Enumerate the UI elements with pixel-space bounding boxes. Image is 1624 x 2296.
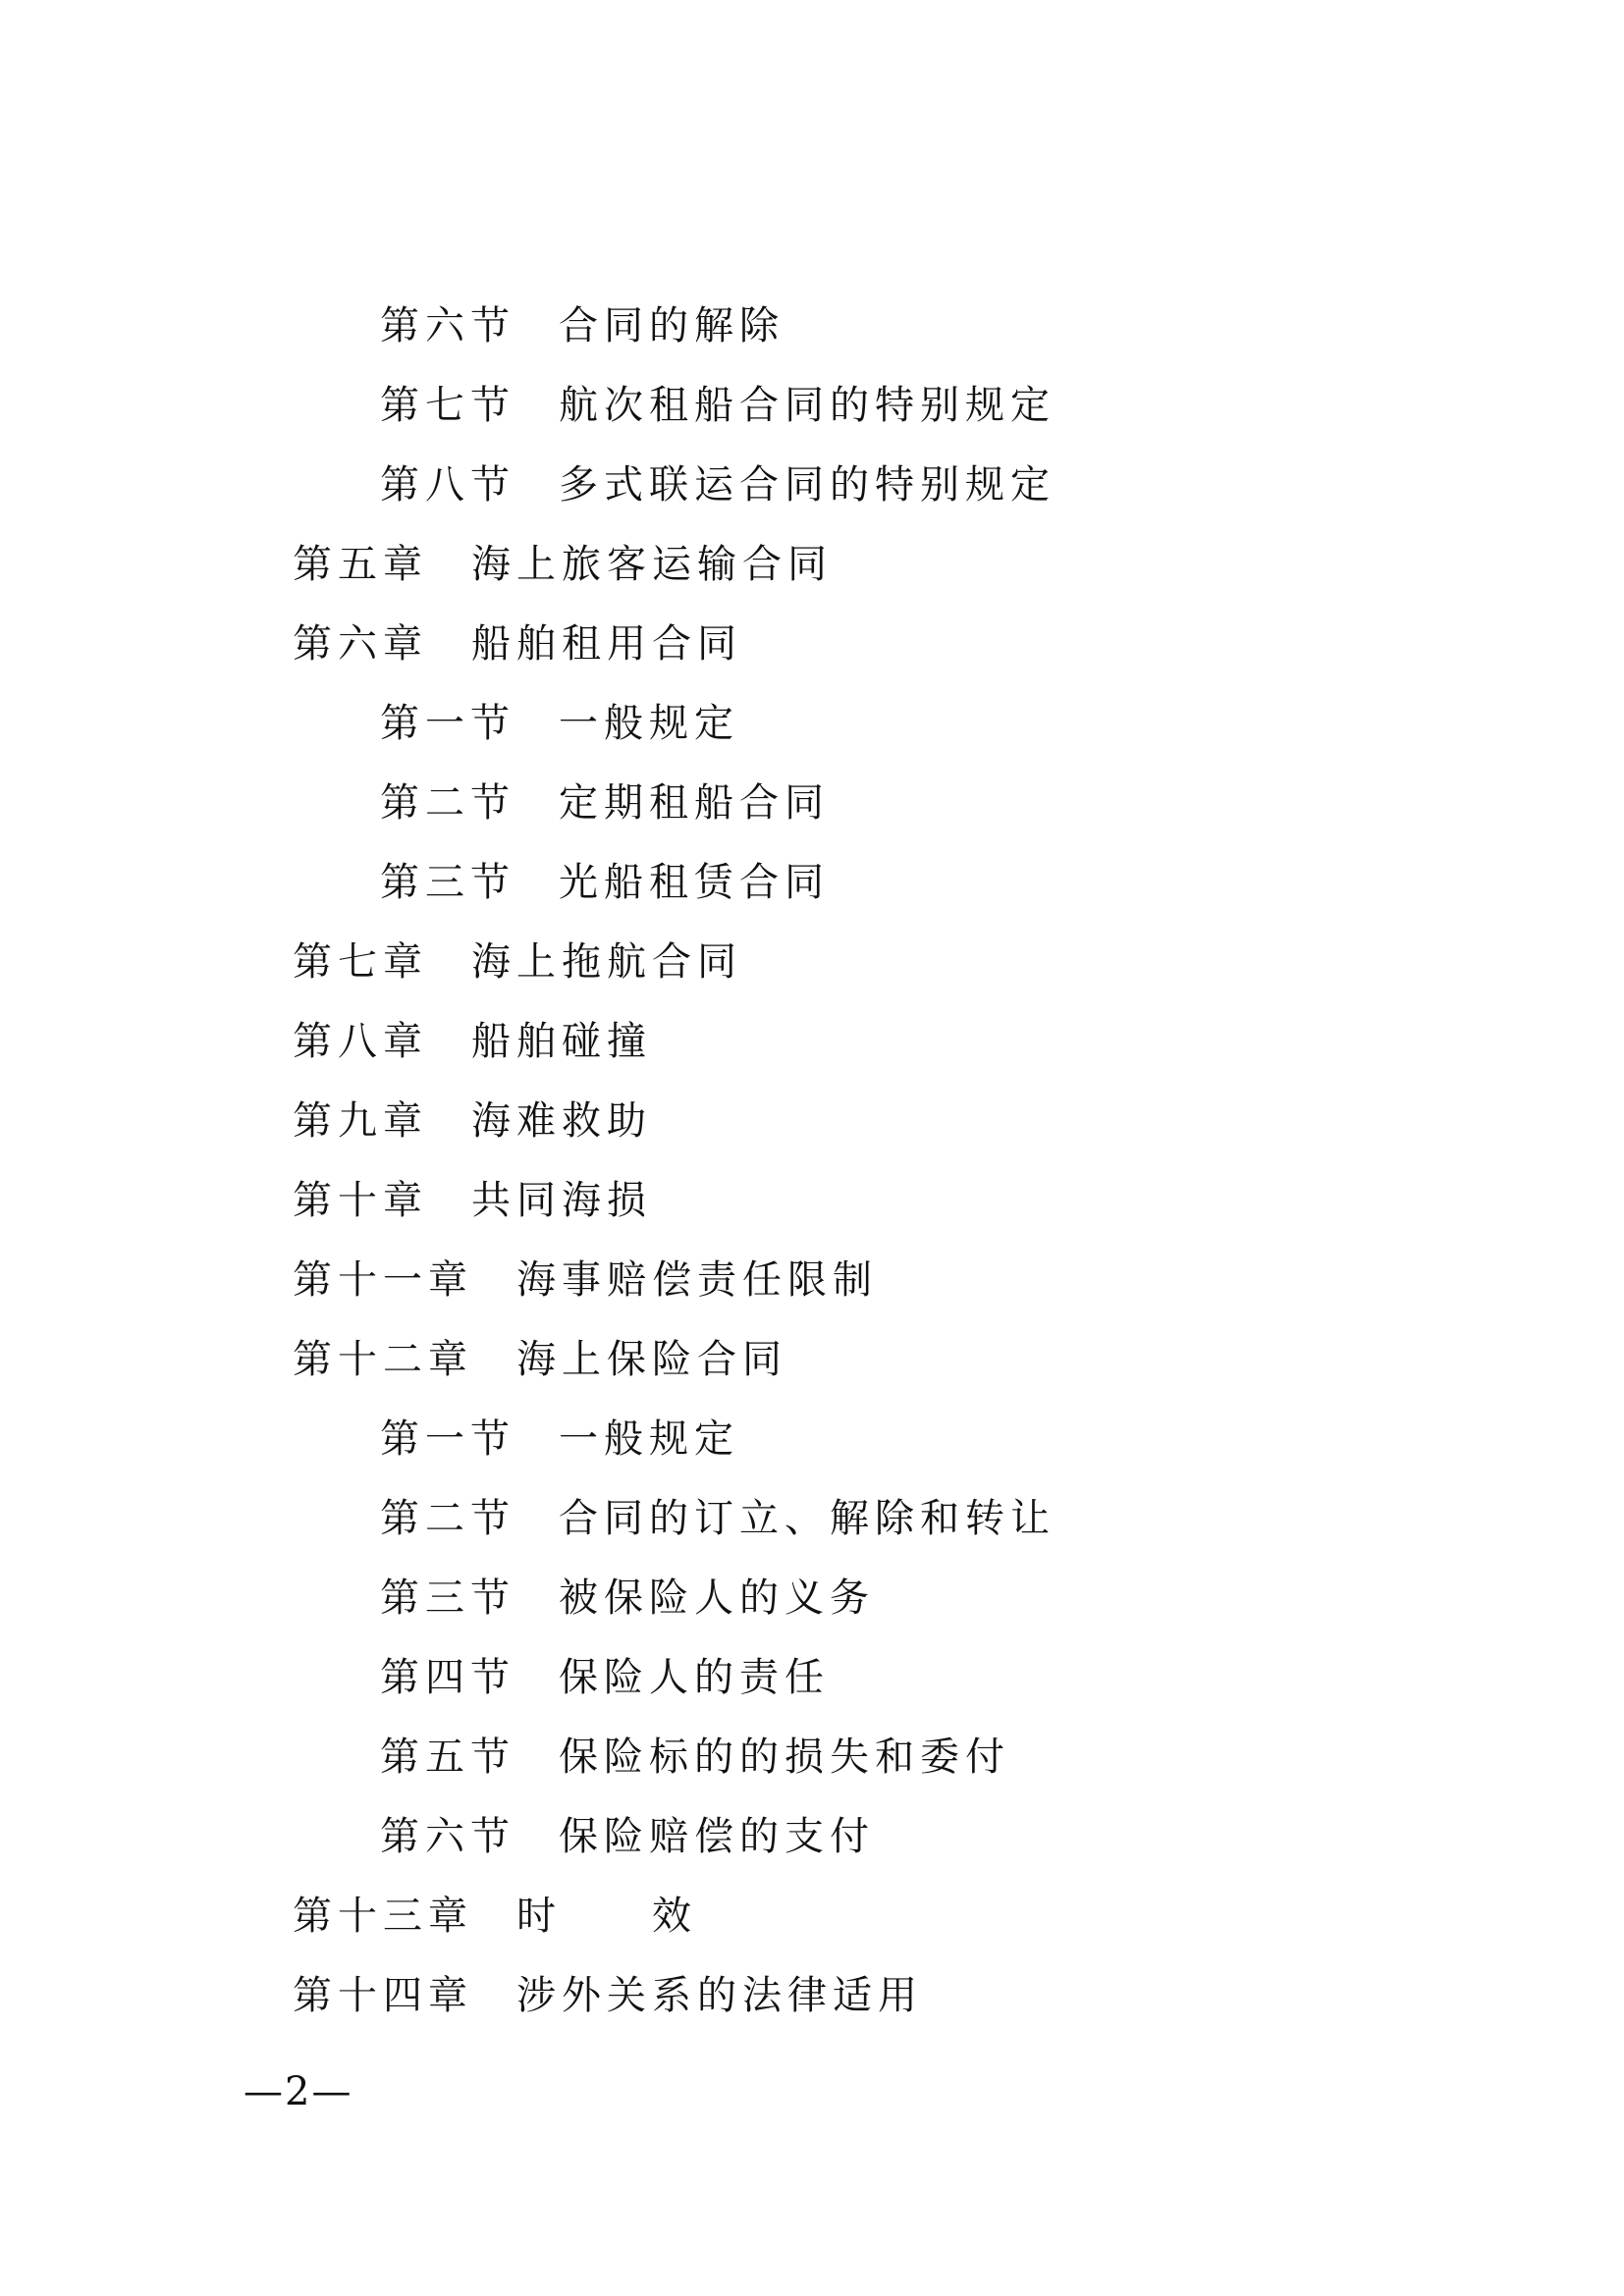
toc-entry [293,1012,652,1071]
toc-entry-title: 一般规定 [559,701,739,746]
toc-entry [380,1489,1056,1548]
toc-entry-title: 多式联运合同的特别规定 [559,462,1056,507]
toc-entry-number: 第一节 [380,1416,515,1462]
page-number: —2— [244,2069,353,2114]
toc-entry [293,1092,652,1150]
toc-entry-title: 保险赔偿的支付 [559,1814,875,1859]
toc-entry-title: 海事赔偿责任限制 [516,1257,878,1303]
toc-entry-title: 一般规定 [559,1416,739,1462]
toc-entry-number: 第七章 [293,939,428,985]
toc-entry-title: 保险人的责任 [559,1655,830,1700]
toc-entry-title: 保险标的的损失和委付 [559,1735,1010,1780]
toc-entry-title: 航次租船合同的特别规定 [559,383,1056,428]
toc-entry-number: 第十二章 [293,1337,473,1382]
toc-entry [293,535,833,594]
toc-entry-number: 第七节 [380,383,515,428]
toc-entry-title: 光船租赁合同 [559,860,830,905]
toc-entry-title: 船舶租用合同 [471,621,742,667]
toc-entry-number: 第九章 [293,1098,428,1144]
toc-entry-number: 第六章 [293,621,428,667]
toc-entry [380,694,739,753]
toc-entry-number: 第六节 [380,1814,515,1859]
toc-entry [293,1887,697,1946]
toc-entry-number: 第六节 [380,303,515,348]
toc-entry-title: 海上旅客运输合同 [471,542,833,587]
toc-entry [380,376,1056,435]
toc-entry-number: 第三节 [380,860,515,905]
toc-entry [293,614,742,673]
toc-entry-title: 合同的订立、解除和转让 [559,1496,1056,1541]
toc-entry-title: 合同的解除 [559,303,785,348]
toc-entry-number: 第十一章 [293,1257,473,1303]
toc-entry-number: 第四节 [380,1655,515,1700]
toc-entry [293,933,742,991]
toc-entry-title: 涉外关系的法律适用 [516,1973,923,2018]
toc-entry-number: 第二节 [380,780,515,826]
toc-entry-number: 第二节 [380,1496,515,1541]
toc-entry-number: 第一节 [380,701,515,746]
toc-entry [380,455,1056,514]
toc-entry [380,1569,875,1628]
toc-entry [380,1807,875,1866]
toc-entry-number: 第五章 [293,542,428,587]
toc-entry-title: 船舶碰撞 [471,1019,652,1064]
toc-entry-number: 第十章 [293,1178,428,1223]
toc-entry [380,774,830,832]
toc-entry-title: 被保险人的义务 [559,1575,875,1621]
toc-entry-title: 共同海损 [471,1178,652,1223]
toc-entry-title: 海难救助 [471,1098,652,1144]
toc-entry [293,1171,652,1230]
toc-entry [293,1330,787,1389]
toc-entry [293,1966,923,2025]
toc-entry [380,296,785,355]
toc-entry-number: 第十三章 [293,1894,473,1939]
toc-entry-title: 时 效 [516,1894,697,1939]
toc-entry [380,853,830,912]
toc-entry-number: 第三节 [380,1575,515,1621]
toc-entry-title: 定期租船合同 [559,780,830,826]
toc-entry [380,1648,830,1707]
toc-entry-number: 第八节 [380,462,515,507]
toc-entry-title: 海上保险合同 [516,1337,787,1382]
toc-entry-number: 第八章 [293,1019,428,1064]
toc-entry-number: 第五节 [380,1735,515,1780]
toc-entry [380,1410,739,1468]
toc-entry-number: 第十四章 [293,1973,473,2018]
toc-entry [380,1728,1010,1787]
toc-entry [293,1251,878,1309]
toc-entry-title: 海上拖航合同 [471,939,742,985]
